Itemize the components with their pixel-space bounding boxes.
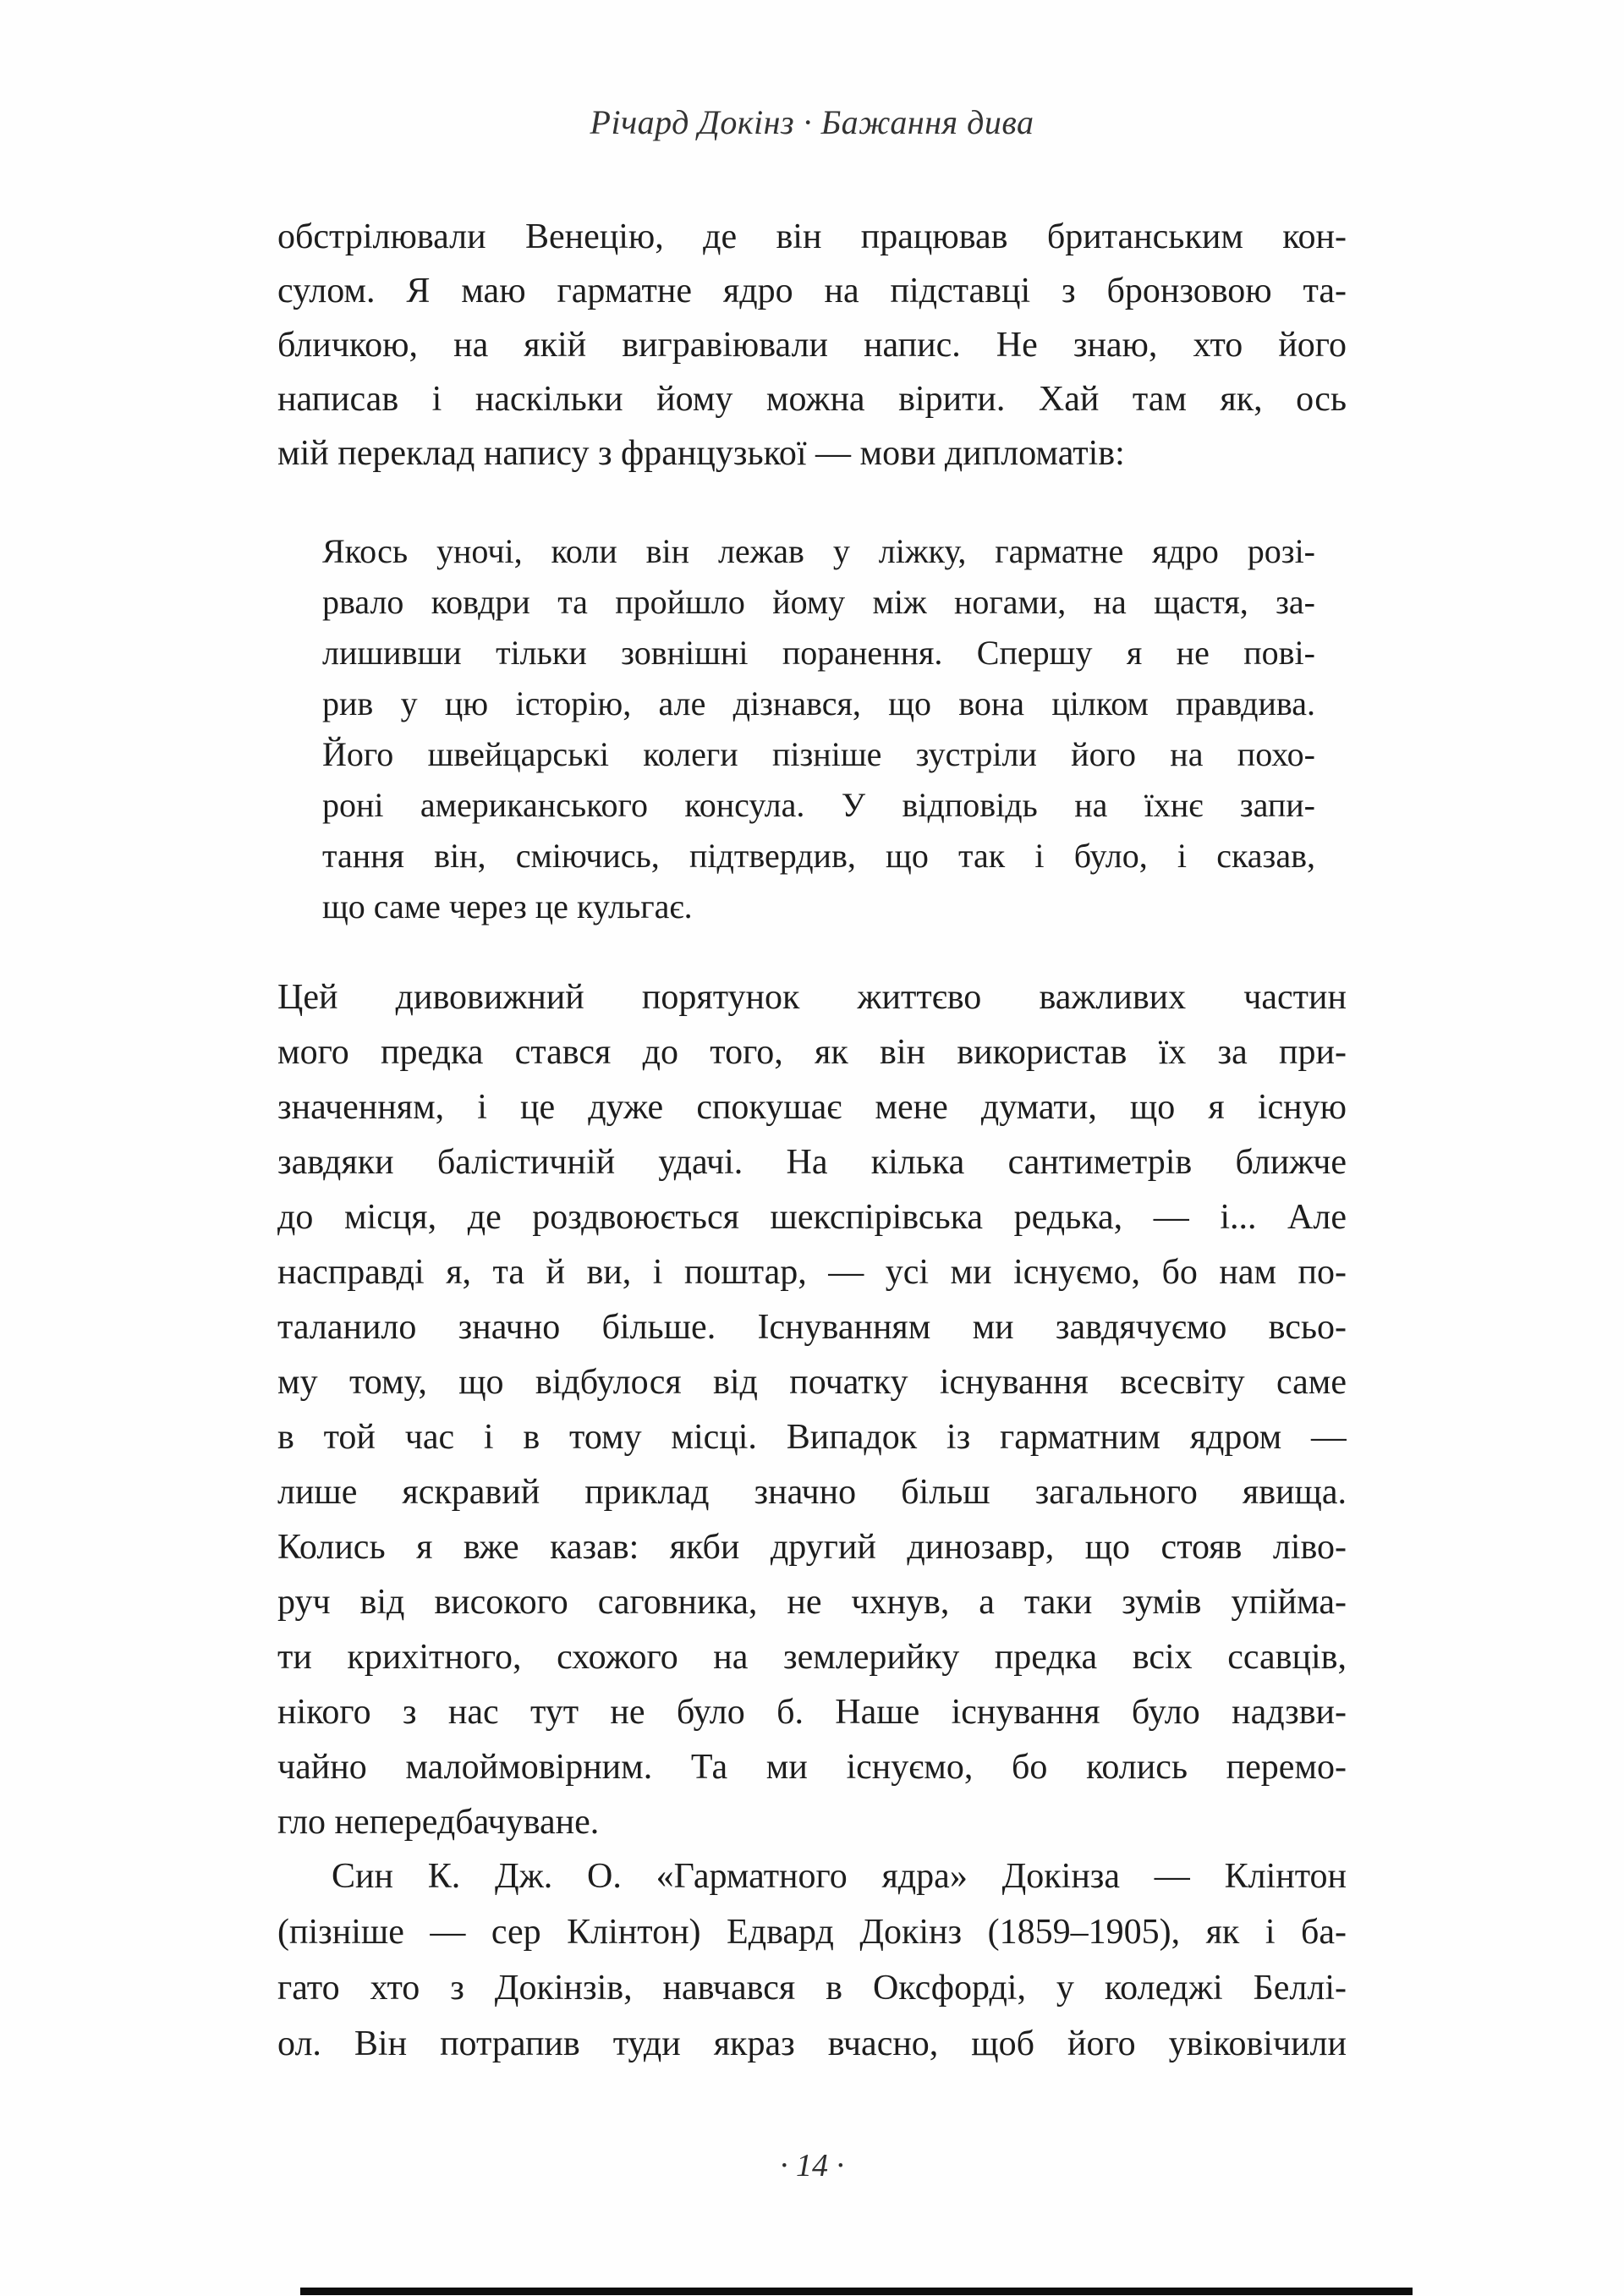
text-line: лише яскравий приклад значно більш загального явища. [277, 1473, 1347, 1512]
text-line: що саме через це кульгає. [322, 887, 693, 926]
text-line: рив у цю історію, але дізнався, що вона цілком правдива. [322, 684, 1315, 722]
page-number: · 14 · [780, 2148, 844, 2183]
paragraph-clinton-dawkins [277, 1848, 1347, 2072]
text-line: Син К. Дж. О. «Гарматного ядра» Докінза — Клінтон [332, 1857, 1347, 1896]
text-line: гато хто з Докінзів, навчався в Оксфорді, у коледжі Беллі- [277, 1969, 1347, 2008]
blockquote-inscription-translation [322, 526, 1315, 932]
text-line: Колись я вже казав: якби другий динозавр, що стояв ліво- [277, 1528, 1347, 1567]
text-line: написав і наскільки йому можна вірити. Хай там як, ось [277, 380, 1347, 419]
text-line: Його швейцарські колеги пізніше зустріли його на похо- [322, 735, 1315, 773]
text-line: руч від високого саговника, не чхнув, а таки зумів упійма- [277, 1583, 1347, 1622]
text-line: мій переклад напису з французької — мови дипломатів: [277, 434, 1125, 473]
text-line: мого предка стався до того, як він використав їх за при- [277, 1033, 1347, 1072]
paragraph-ballistic-luck [277, 970, 1347, 1850]
text-line: ти крихітного, схожого на землерийку предка всіх ссавців, [277, 1638, 1347, 1677]
bottom-scan-bar [300, 2288, 1413, 2295]
paragraph-continuation [277, 210, 1347, 481]
text-line: насправді я, та й ви, і поштар, — усі ми існуємо, бо нам по- [277, 1253, 1347, 1292]
text-line: чайно малоймовірним. Та ми існуємо, бо колись перемо- [277, 1748, 1347, 1787]
text-line: нікого з нас тут не було б. Наше існування було надзви- [277, 1693, 1347, 1732]
text-line: таланило значно більше. Існуванням ми завдячуємо всьо- [277, 1308, 1347, 1347]
text-line: ол. Він потрапив туди якраз вчасно, щоб його увіковічили [277, 2024, 1347, 2063]
text-line: Цей дивовижний порятунок життєво важливих частин [277, 978, 1347, 1017]
text-line: Якось уночі, коли він лежав у ліжку, гарматне ядро розі- [322, 532, 1315, 570]
text-line: лишивши тільки зовнішні поранення. Спершу я не пові- [322, 634, 1315, 672]
text-line: завдяки балістичній удачі. На кілька сантиметрів ближче [277, 1143, 1347, 1182]
text-line: рвало ковдри та пройшло йому між ногами, на щастя, за- [322, 583, 1315, 621]
text-line: до місця, де роздвоюється шекспірівська редька, — і... Але [277, 1198, 1347, 1237]
text-line: тання він, сміючись, підтвердив, що так і було, і сказав, [322, 837, 1315, 875]
text-line: роні американського консула. У відповідь на їхнє запи- [322, 786, 1315, 824]
text-line: сулом. Я маю гарматне ядро на підставці з бронзовою та- [277, 272, 1347, 310]
text-line: (пізніше — сер Клінтон) Едвард Докінз (1859–1905), як і ба- [277, 1913, 1347, 1952]
text-line: обстрілювали Венецію, де він працював британським кон- [277, 217, 1347, 256]
text-line: гло непередбачуване. [277, 1803, 600, 1842]
text-line: в той час і в тому місці. Випадок із гарматним ядром — [277, 1418, 1347, 1457]
text-line: значенням, і це дуже спокушає мене думати, що я існую [277, 1088, 1347, 1127]
running-header: Річард Докінз · Бажання дива [590, 103, 1034, 141]
text-line: бличкою, на якій вигравіювали напис. Не знаю, хто його [277, 326, 1347, 365]
text-line: му тому, що відбулося від початку існування всесвіту саме [277, 1363, 1347, 1402]
